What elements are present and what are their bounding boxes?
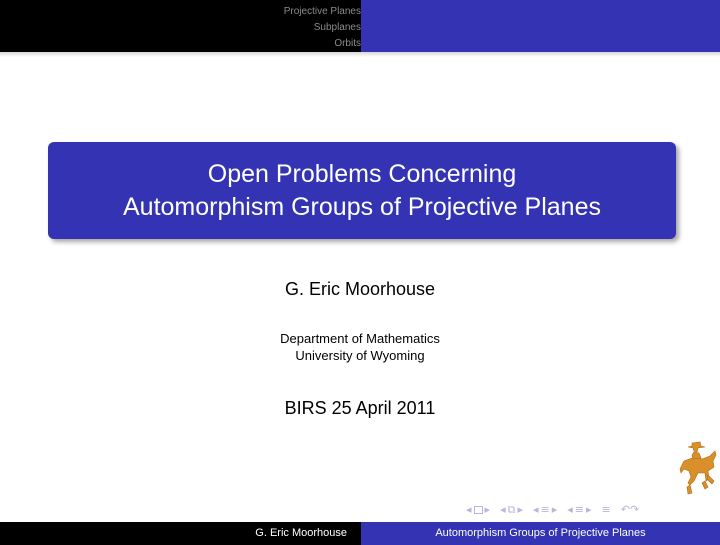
nav-left-icon[interactable]: ◂ <box>500 503 506 516</box>
author-name: G. Eric Moorhouse <box>284 279 436 299</box>
back-forward-search-icon[interactable]: ↶↷ <box>620 503 640 516</box>
section-icon[interactable]: ≡ <box>540 503 550 516</box>
title-block <box>48 142 676 239</box>
university: University of Wyoming <box>295 348 425 363</box>
cowboy-logo-icon <box>678 441 718 495</box>
nav-section-projective-planes[interactable]: Projective Planes <box>283 6 361 17</box>
nav-right-icon[interactable]: ▸ <box>517 503 523 516</box>
nav-right-icon[interactable]: ▸ <box>484 503 491 516</box>
nav-left-icon[interactable]: ◂ <box>466 503 472 516</box>
nav-right-icon[interactable]: ▸ <box>551 503 558 516</box>
nav-left-icon[interactable]: ◂ <box>567 503 573 516</box>
subsection-icon[interactable]: ⧉ <box>507 503 516 516</box>
affiliation <box>0 330 720 364</box>
footer-title: Automorphism Groups of Projective Planes <box>361 522 720 545</box>
nav-left-icon[interactable]: ◂ <box>532 503 539 516</box>
header-shadow <box>0 52 720 57</box>
frame-icon[interactable] <box>474 506 483 514</box>
appendix-icon[interactable]: ≡ <box>601 503 611 516</box>
presentation-date: BIRS 25 April 2011 <box>284 398 436 418</box>
document-icon[interactable]: ≡ <box>574 503 585 516</box>
department: Department of Mathematics <box>280 331 440 346</box>
footer-author: G. Eric Moorhouse <box>0 522 361 545</box>
title-line-2: Automorphism Groups of Projective Planes <box>123 192 601 221</box>
slide-nav-icons <box>466 503 639 517</box>
nav-section-subplanes[interactable]: Subplanes <box>313 22 361 33</box>
header-left-panel <box>0 0 361 52</box>
section-navigation <box>11 4 361 52</box>
nav-right-icon[interactable]: ▸ <box>586 503 592 516</box>
nav-section-orbits[interactable]: Orbits <box>334 38 361 49</box>
title-line-1: Open Problems Concerning <box>207 159 517 188</box>
header-bar <box>0 0 720 52</box>
header-right-panel <box>361 0 720 52</box>
